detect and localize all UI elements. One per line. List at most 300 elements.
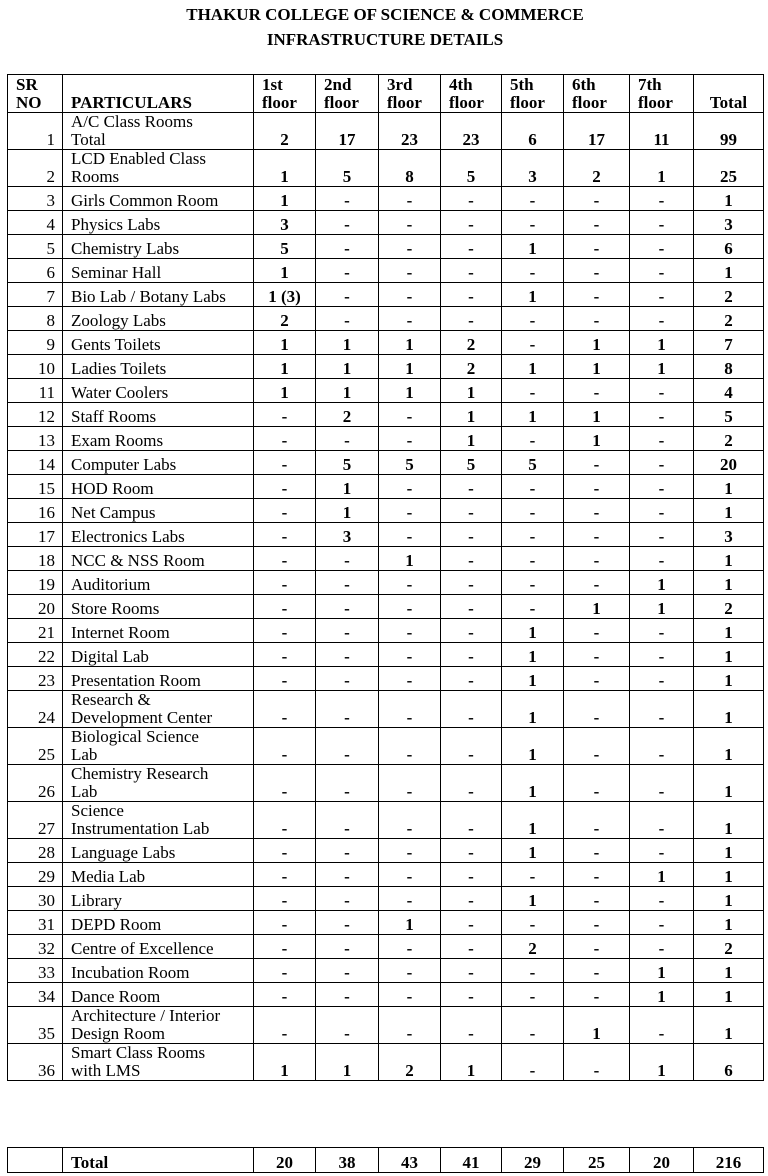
floor-count: - [316, 259, 379, 283]
floor-count: - [441, 935, 502, 959]
cell-line: Total [71, 130, 106, 149]
floor-total: 29 [502, 1148, 564, 1173]
floor-count: - [441, 802, 502, 839]
particular-name [63, 765, 254, 802]
floor-count: 3 [502, 150, 564, 187]
floor-count: 5 [316, 451, 379, 475]
floor-count: 1 [316, 355, 379, 379]
floor-count: - [316, 839, 379, 863]
cell-line: Net Campus [71, 503, 156, 522]
floor-count: - [630, 499, 694, 523]
floor-count: - [441, 499, 502, 523]
floor-count: 3 [316, 523, 379, 547]
floor-count: - [502, 475, 564, 499]
row-total: 6 [694, 235, 764, 259]
row-total: 1 [694, 765, 764, 802]
table-row [8, 307, 764, 331]
sr-number: 17 [8, 523, 63, 547]
sr-number: 33 [8, 959, 63, 983]
cell-line: Incubation Room [71, 963, 190, 982]
floor-count: - [316, 307, 379, 331]
cell-line: Dance Room [71, 987, 161, 1006]
particular-name [63, 983, 254, 1007]
cell-line: Staff Rooms [71, 407, 157, 426]
cell-line: Science [71, 801, 124, 820]
floor-count: - [379, 983, 441, 1007]
floor-count: - [254, 667, 316, 691]
floor-count: - [441, 547, 502, 571]
floor-count: 1 [630, 571, 694, 595]
table-row [8, 1007, 764, 1044]
floor-count: - [630, 211, 694, 235]
floor-count: - [564, 983, 630, 1007]
floor-count: - [502, 863, 564, 887]
floor-count: - [564, 935, 630, 959]
floor-count: - [564, 691, 630, 728]
table-row [8, 887, 764, 911]
floor-count: - [254, 427, 316, 451]
header-floor-1 [254, 75, 316, 113]
floor-count: - [564, 451, 630, 475]
floor-count: - [379, 187, 441, 211]
table-row [8, 475, 764, 499]
cell-line: Zoology Labs [71, 311, 166, 330]
floor-count: - [379, 211, 441, 235]
floor-count: - [564, 1044, 630, 1081]
floor-count: - [379, 935, 441, 959]
floor-count: - [564, 259, 630, 283]
floor-count: 5 [316, 150, 379, 187]
table-row [8, 150, 764, 187]
floor-count: - [316, 802, 379, 839]
floor-count: 1 [502, 839, 564, 863]
floor-count: - [564, 547, 630, 571]
floor-count: - [630, 728, 694, 765]
floor-count: 1 [502, 235, 564, 259]
cell-line: Girls Common Room [71, 191, 219, 210]
floor-count: - [441, 571, 502, 595]
totals-table [7, 1147, 764, 1173]
cell-line: Biological Science [71, 727, 199, 746]
table-row [8, 959, 764, 983]
particular-name [63, 802, 254, 839]
floor-count: - [379, 959, 441, 983]
floor-count: - [564, 499, 630, 523]
particular-name [63, 331, 254, 355]
floor-count: 1 [379, 355, 441, 379]
sr-number: 34 [8, 983, 63, 1007]
sr-number: 7 [8, 283, 63, 307]
floor-count: 1 [502, 403, 564, 427]
table-row [8, 728, 764, 765]
floor-count: 5 [502, 451, 564, 475]
particular-name [63, 307, 254, 331]
floor-count: 6 [502, 113, 564, 150]
table-row [8, 765, 764, 802]
floor-count: - [379, 691, 441, 728]
row-total: 1 [694, 259, 764, 283]
cell-line: Seminar Hall [71, 263, 162, 282]
floor-count: - [502, 571, 564, 595]
particular-name [63, 379, 254, 403]
floor-count: 5 [379, 451, 441, 475]
sr-number: 31 [8, 911, 63, 935]
floor-count: - [564, 839, 630, 863]
floor-count: - [441, 691, 502, 728]
cell-line: floor [449, 93, 484, 112]
floor-count: - [379, 427, 441, 451]
cell-line: Chemistry Labs [71, 239, 180, 258]
floor-count: - [630, 667, 694, 691]
floor-count: - [441, 187, 502, 211]
row-total: 25 [694, 150, 764, 187]
floor-count: - [630, 911, 694, 935]
floor-count: - [630, 451, 694, 475]
floor-count: - [254, 523, 316, 547]
sr-number: 13 [8, 427, 63, 451]
sr-number: 24 [8, 691, 63, 728]
particular-name [63, 911, 254, 935]
sr-number: 9 [8, 331, 63, 355]
header-floor-5 [502, 75, 564, 113]
floor-count: 1 [254, 355, 316, 379]
floor-count: - [630, 765, 694, 802]
floor-count: - [564, 307, 630, 331]
particular-name [63, 113, 254, 150]
floor-count: 1 [502, 619, 564, 643]
floor-count: - [316, 728, 379, 765]
floor-count: - [441, 619, 502, 643]
floor-count: 1 [441, 403, 502, 427]
floor-count: - [630, 187, 694, 211]
floor-count: - [441, 765, 502, 802]
floor-count: - [564, 728, 630, 765]
sr-number: 19 [8, 571, 63, 595]
table-row [8, 379, 764, 403]
floor-count: 1 [502, 691, 564, 728]
floor-count: - [379, 595, 441, 619]
floor-count: - [564, 379, 630, 403]
table-row [8, 403, 764, 427]
infrastructure-table [7, 74, 764, 1081]
cell-line: 3rd [387, 75, 413, 94]
floor-count: - [564, 523, 630, 547]
floor-count: - [630, 379, 694, 403]
floor-count: - [441, 983, 502, 1007]
floor-count: - [379, 523, 441, 547]
table-row [8, 259, 764, 283]
floor-count: 2 [441, 355, 502, 379]
particular-name [63, 935, 254, 959]
floor-count: - [316, 187, 379, 211]
floor-count: 23 [379, 113, 441, 150]
cell-line: floor [510, 93, 545, 112]
cell-line: floor [572, 93, 607, 112]
sr-number: 15 [8, 475, 63, 499]
sr-number: 12 [8, 403, 63, 427]
floor-count: 2 [564, 150, 630, 187]
floor-count: 1 [254, 187, 316, 211]
row-total: 1 [694, 911, 764, 935]
floor-count: 1 [564, 427, 630, 451]
row-total: 2 [694, 595, 764, 619]
floor-count: 1 [502, 765, 564, 802]
floor-count: - [441, 911, 502, 935]
floor-count: - [316, 691, 379, 728]
particular-name [63, 887, 254, 911]
totals-label: Total [63, 1148, 254, 1173]
floor-count: 1 [502, 667, 564, 691]
header-floor-2 [316, 75, 379, 113]
particular-name [63, 728, 254, 765]
particular-name [63, 571, 254, 595]
floor-count: - [379, 839, 441, 863]
floor-count: - [254, 619, 316, 643]
floor-count: 1 [630, 595, 694, 619]
floor-count: - [441, 259, 502, 283]
cell-line: Bio Lab / Botany Labs [71, 287, 226, 306]
floor-count: - [502, 259, 564, 283]
floor-count: 2 [441, 331, 502, 355]
floor-count: - [630, 643, 694, 667]
floor-count: - [502, 499, 564, 523]
floor-count: - [441, 667, 502, 691]
sr-number: 21 [8, 619, 63, 643]
floor-count: - [379, 643, 441, 667]
table-row [8, 211, 764, 235]
row-total: 1 [694, 619, 764, 643]
particular-name [63, 523, 254, 547]
floor-total: 25 [564, 1148, 630, 1173]
table-row [8, 643, 764, 667]
cell-line: Instrumentation Lab [71, 819, 210, 838]
floor-count: - [502, 307, 564, 331]
totals-blank [8, 1148, 63, 1173]
row-total: 1 [694, 839, 764, 863]
floor-count: 1 [564, 595, 630, 619]
table-row [8, 523, 764, 547]
floor-count: - [316, 911, 379, 935]
floor-count: 1 [564, 355, 630, 379]
floor-count: - [254, 547, 316, 571]
floor-count: - [630, 802, 694, 839]
floor-count: - [502, 379, 564, 403]
floor-count: - [254, 887, 316, 911]
row-total: 2 [694, 935, 764, 959]
floor-total: 20 [254, 1148, 316, 1173]
floor-count: - [441, 887, 502, 911]
particular-name [63, 283, 254, 307]
sr-number: 30 [8, 887, 63, 911]
floor-count: - [379, 863, 441, 887]
floor-count: - [630, 887, 694, 911]
table-row [8, 547, 764, 571]
floor-count: - [379, 667, 441, 691]
table-row [8, 863, 764, 887]
floor-count: 1 [502, 283, 564, 307]
sr-number: 29 [8, 863, 63, 887]
particular-name [63, 427, 254, 451]
row-total: 1 [694, 499, 764, 523]
floor-count: - [379, 499, 441, 523]
floor-count: - [441, 523, 502, 547]
row-total: 6 [694, 1044, 764, 1081]
floor-count: - [630, 475, 694, 499]
floor-count: - [316, 887, 379, 911]
floor-count: - [254, 728, 316, 765]
floor-count: - [630, 283, 694, 307]
floor-count: - [564, 235, 630, 259]
sr-number: 18 [8, 547, 63, 571]
sr-number: 11 [8, 379, 63, 403]
floor-count: - [441, 475, 502, 499]
table-row [8, 595, 764, 619]
row-total: 3 [694, 523, 764, 547]
cell-line: 1st [262, 75, 283, 94]
sr-number: 20 [8, 595, 63, 619]
grand-total: 216 [694, 1148, 764, 1173]
cell-line: with LMS [71, 1061, 141, 1080]
sr-number: 25 [8, 728, 63, 765]
floor-count: 1 [564, 1007, 630, 1044]
cell-line: 2nd [324, 75, 352, 94]
floor-count: - [502, 331, 564, 355]
floor-count: - [564, 571, 630, 595]
floor-count: - [254, 403, 316, 427]
floor-count: 3 [254, 211, 316, 235]
particular-name [63, 595, 254, 619]
cell-line: NO [16, 93, 42, 112]
cell-line: Auditorium [71, 575, 151, 594]
sr-number: 36 [8, 1044, 63, 1081]
particular-name [63, 863, 254, 887]
cell-line: NCC & NSS Room [71, 551, 205, 570]
floor-count: 5 [441, 150, 502, 187]
floor-count: - [316, 643, 379, 667]
cell-line: SR [16, 75, 38, 94]
table-row [8, 935, 764, 959]
particular-name [63, 451, 254, 475]
floor-count: - [564, 283, 630, 307]
floor-count: 17 [564, 113, 630, 150]
row-total: 99 [694, 113, 764, 150]
table-row [8, 802, 764, 839]
floor-count: - [254, 475, 316, 499]
page-title: THAKUR COLLEGE OF SCIENCE & COMMERCE [186, 5, 584, 24]
floor-count: 5 [441, 451, 502, 475]
floor-count: - [441, 728, 502, 765]
floor-count: 1 [379, 547, 441, 571]
floor-count: - [379, 619, 441, 643]
floor-count: - [502, 595, 564, 619]
floor-count: - [502, 959, 564, 983]
floor-count: - [254, 499, 316, 523]
header-floor-3 [379, 75, 441, 113]
floor-count: 1 [502, 355, 564, 379]
floor-count: - [502, 547, 564, 571]
floor-count: 17 [316, 113, 379, 150]
header-floor-6 [564, 75, 630, 113]
cell-line: HOD Room [71, 479, 154, 498]
floor-count: - [254, 451, 316, 475]
sr-number: 35 [8, 1007, 63, 1044]
floor-count: - [502, 983, 564, 1007]
floor-count: - [564, 643, 630, 667]
cell-line: floor [387, 93, 422, 112]
particular-name [63, 187, 254, 211]
floor-count: - [564, 765, 630, 802]
row-total: 1 [694, 691, 764, 728]
floor-count: - [630, 523, 694, 547]
floor-count: - [254, 863, 316, 887]
cell-line: Gents Toilets [71, 335, 161, 354]
row-total: 1 [694, 667, 764, 691]
header-total: Total [694, 75, 764, 113]
floor-count: - [564, 863, 630, 887]
particular-name [63, 1044, 254, 1081]
floor-count: - [564, 475, 630, 499]
particular-name [63, 839, 254, 863]
floor-count: - [316, 595, 379, 619]
cell-line: Exam Rooms [71, 431, 164, 450]
cell-line: Ladies Toilets [71, 359, 167, 378]
cell-line: Rooms [71, 167, 120, 186]
floor-count: 1 [316, 379, 379, 403]
table-row [8, 235, 764, 259]
floor-count: - [379, 887, 441, 911]
floor-count: 1 [630, 355, 694, 379]
cell-line: floor [324, 93, 359, 112]
cell-line: Centre of Excellence [71, 939, 214, 958]
floor-count: - [441, 211, 502, 235]
floor-count: 23 [441, 113, 502, 150]
floor-count: 1 [254, 1044, 316, 1081]
floor-count: - [441, 839, 502, 863]
particular-name [63, 547, 254, 571]
floor-count: - [379, 403, 441, 427]
floor-count: - [564, 667, 630, 691]
floor-count: 2 [254, 113, 316, 150]
floor-count: 1 [254, 259, 316, 283]
sr-number: 1 [8, 113, 63, 150]
particular-name [63, 150, 254, 187]
row-total: 1 [694, 863, 764, 887]
floor-count: - [564, 887, 630, 911]
floor-count: 1 [630, 959, 694, 983]
floor-count: 1 [630, 150, 694, 187]
floor-count: 1 [316, 331, 379, 355]
floor-count: - [564, 802, 630, 839]
row-total: 1 [694, 475, 764, 499]
floor-count: 8 [379, 150, 441, 187]
row-total: 2 [694, 427, 764, 451]
floor-count: - [564, 959, 630, 983]
floor-count: - [254, 765, 316, 802]
floor-count: 1 [502, 728, 564, 765]
cell-line: Computer Labs [71, 455, 177, 474]
particular-name [63, 643, 254, 667]
row-total: 1 [694, 802, 764, 839]
floor-count: 1 [630, 1044, 694, 1081]
particular-name [63, 211, 254, 235]
cell-line: floor [262, 93, 297, 112]
floor-count: - [630, 1007, 694, 1044]
floor-count: - [630, 619, 694, 643]
sr-number: 5 [8, 235, 63, 259]
particular-name [63, 403, 254, 427]
floor-count: - [441, 959, 502, 983]
row-total: 1 [694, 959, 764, 983]
